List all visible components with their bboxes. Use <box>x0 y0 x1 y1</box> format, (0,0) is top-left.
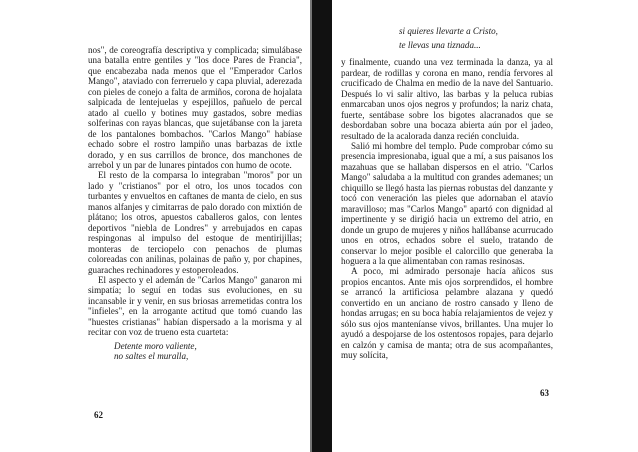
right-verse-line-1: si quieres llevarte a Cristo, <box>399 26 498 36</box>
right-paragraph-1: y finalmente, cuando una vez terminada la danza, ya al pardear, de rodillas y corona en mano, rendía fervores al crucificado de Chalma en medio de la nave del Santuario. Después lo vi salir altivo, las barbas y la peluca rubias enmarcaban unos ojos negros y profundos; la nariz chata, fuerte, sentábase sobre los bigotes alacranados que se desbordaban sobre una bocaza abierta aún por el jadeo, resultado de la acalorada danza recién concluida. <box>341 57 553 141</box>
book-gutter <box>312 0 332 452</box>
left-verse-line-1: Detente moro valiente, <box>114 340 197 351</box>
left-verse-line-2: no saltes el muralla, <box>114 351 189 362</box>
left-paragraph-2: El resto de la comparsa lo integraban "moros" por un lado y "cristianos" por el otro, los unos tocados con turbantes y envueltos en caftanes de manta de cielo, en sus manos alfanjes y cimitarras de palo dorado con mixtión de plátano; los otros, apuestos caballeros galos, con lentes deportivos "niebla de Londres" y arrebujados en capas respingonas al impulso del estoque de mentirijillas; monteras de terciopelo con penachos de plumas coloreadas con anilinas, polainas de paño y, por chapines, guaraches rechinadores y estoperoleados. <box>88 170 302 275</box>
right-page <box>341 26 553 361</box>
right-verse-line-2: te llevas una tiznada... <box>399 40 481 51</box>
left-paragraph-1: nos", de coreografía descriptiva y complicada; simulábase una batalla entre gentiles y "los doce Pares de Francia", que encabezaba nada menos que el "Emperador Carlos Mango", ataviado con ferreruelo y capa pluvial, aderezada con pieles de conejo a falta de armiños, corona de hojalata salpicada de lentejuelas y espejillos, pañuelo de percal atado al cuello y botines muy gastados, sobre medias solferinas con rayas blancas, que sujetábanse con la jareta de los pantalones bombachos. "Carlos Mango" habíase echado sobre el rostro lampiño unas barbazas de ixtle dorado, y en sus carrillos de bronce, dos manchones de arrebol y un par de lunares pintados con humo de ocote. <box>88 45 302 170</box>
right-paragraph-2: Salió mi hombre del templo. Pude comprobar cómo su presencia impresionaba, igual que a mí, a sus paisanos los mazahuas que se hallaban dispersos en el atrio. "Carlos Mango" saludaba a la multitud con grandes ademanes; un chiquillo se llegó hasta las piernas robustas del danzante y tocó con veneración las pieles que adornaban el atavío maravilloso; mas "Carlos Mango" apartó con dignidad al impertinente y se dirigió hacia un extremo del atrio, en donde un grupo de mujeres y niños hallábanse acurrucado unos en otros, echados sobre el suelo, tratando de conservar lo mejor posible el calorcillo que generaba la hoguera a la que alimentaban con ramas resinosas. <box>341 141 553 267</box>
page-number-left: 62 <box>94 410 103 420</box>
left-page <box>88 45 302 362</box>
left-paragraph-3: El aspecto y el ademán de "Carlos Mango" ganaron mi simpatía; lo seguí en todas sus evoluciones, en su incansable ir y venir, en sus briosas arremetidas contra los "infieles", en la arrogante actitud que tomó cuando las "huestes cristianas" habían dispersado a la morisma y al recitar con voz de trueno esta cuarteta: <box>88 274 302 338</box>
right-paragraph-3: A poco, mi admirado personaje hacía añicos sus propios encantos. Ante mis ojos sorprendidos, el hombre se arrancó la artificiosa pelambre alazana y quedó convertido en un anciano de rostro cansado y lleno de hondas arrugas; en su boca había relajamientos de vejez y sólo sus ojos manteníanse vivos, brillantes. Una mujer lo ayudó a despojarse de los ostentosos ropajes, para dejarlo en calzón y camisa de manta; otra de sus acompañantes, muy solícita, <box>341 266 553 361</box>
page-number-right: 63 <box>540 388 549 398</box>
